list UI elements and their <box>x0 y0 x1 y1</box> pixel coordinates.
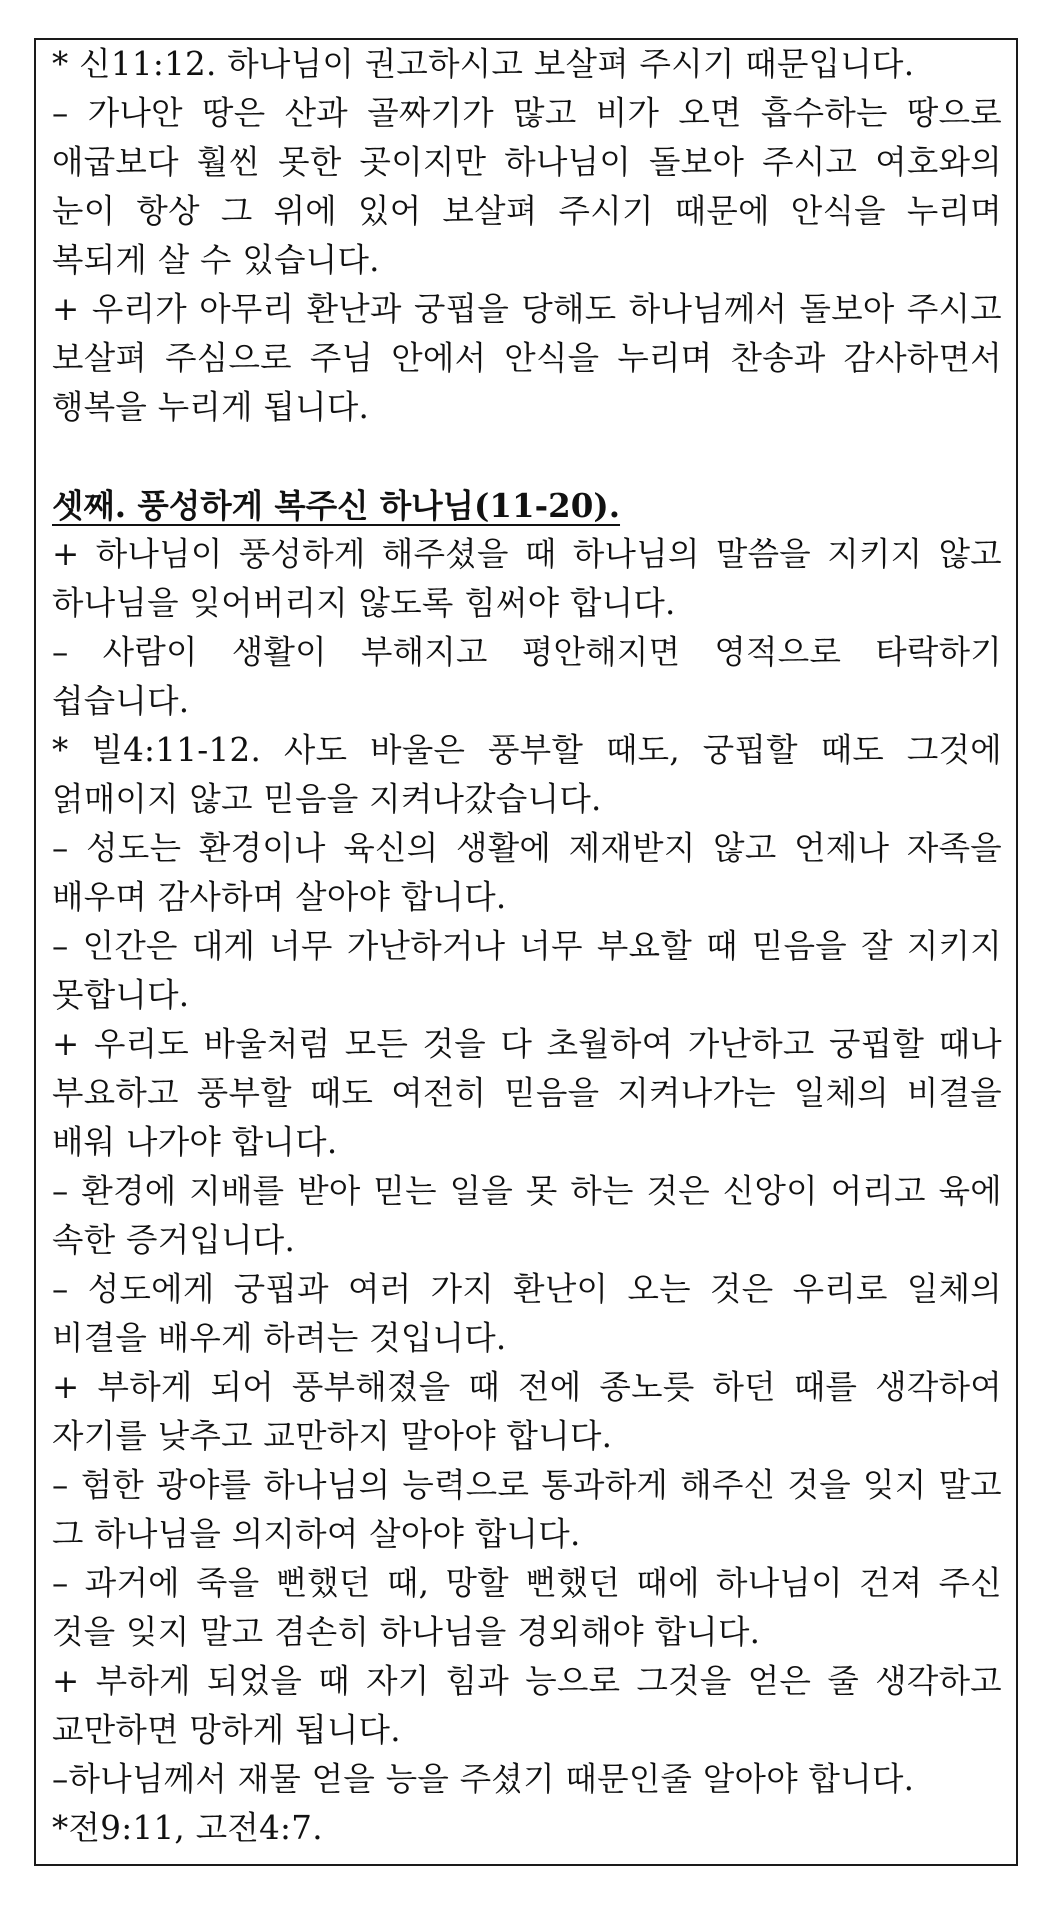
paragraph: + 부하게 되어 풍부해졌을 때 전에 종노릇 하던 때를 생각하여 자기를 낮추고 교만하지 말아야 합니다. <box>52 1368 1002 1455</box>
paragraph: + 우리도 바울처럼 모든 것을 다 초월하여 가난하고 궁핍할 때나 부요하고 풍부할 때도 여전히 믿음을 지켜나가는 일체의 비결을 배워 나가야 합니다. <box>52 1025 1002 1161</box>
paragraph: + 하나님이 풍성하게 해주셨을 때 하나님의 말씀을 지키지 않고 하나님을 잊어버리지 않도록 힘써야 합니다. <box>52 535 1002 622</box>
paragraph: – 사람이 생활이 부해지고 평안해지면 영적으로 타락하기 쉽습니다. <box>52 633 1002 720</box>
paragraph: –하나님께서 재물 얻을 능을 주셨기 때문인줄 알아야 합니다. <box>52 1760 915 1798</box>
document-body <box>52 40 1002 1853</box>
verse-reference-line: * 빌4:11-12. 사도 바울은 풍부할 때도, 궁핍할 때도 그것에 얽매이지 않고 믿음을 지켜나갔습니다. <box>52 731 1002 818</box>
paragraph: – 험한 광야를 하나님의 능력으로 통과하게 해주신 것을 잊지 말고 그 하나님을 의지하여 살아야 합니다. <box>52 1466 1002 1553</box>
paragraph: – 성도에게 궁핍과 여러 가지 환난이 오는 것은 우리로 일체의 비결을 배우게 하려는 것입니다. <box>52 1270 1002 1357</box>
paragraph: + 부하게 되었을 때 자기 힘과 능으로 그것을 얻은 줄 생각하고 교만하면 망하게 됩니다. <box>52 1662 1002 1749</box>
paragraph: – 인간은 대게 너무 가난하거나 너무 부요할 때 믿음을 잘 지키지 못합니다. <box>52 927 1002 1014</box>
paragraph: + 우리가 아무리 환난과 궁핍을 당해도 하나님께서 돌보아 주시고 보살펴 주심으로 주님 안에서 안식을 누리며 찬송과 감사하면서 행복을 누리게 됩니다. <box>52 290 1002 426</box>
paragraph: – 과거에 죽을 뻔했던 때, 망할 뻔했던 때에 하나님이 건져 주신 것을 잊지 말고 겸손히 하나님을 경외해야 합니다. <box>52 1564 1002 1651</box>
paragraph: – 성도는 환경이나 육신의 생활에 제재받지 않고 언제나 자족을 배우며 감사하며 살아야 합니다. <box>52 829 1002 916</box>
paragraph: – 환경에 지배를 받아 믿는 일을 못 하는 것은 신앙이 어리고 육에 속한 증거입니다. <box>52 1172 1002 1259</box>
paragraph: – 가나안 땅은 산과 골짜기가 많고 비가 오면 흡수하는 땅으로 애굽보다 훨씬 못한 곳이지만 하나님이 돌보아 주시고 여호와의 눈이 항상 그 위에 있어 보살펴 주시기 때문에 안식을 누리며 복되게 살 수 있습니다. <box>52 94 1002 279</box>
verse-reference-line: * 신11:12. 하나님이 권고하시고 보살펴 주시기 때문입니다. <box>52 45 915 83</box>
verse-reference-line: *전9:11, 고전4:7. <box>52 1809 323 1847</box>
section-heading: 셋째. 풍성하게 복주신 하나님(11-20). <box>52 486 621 525</box>
blank-line <box>52 432 1002 481</box>
